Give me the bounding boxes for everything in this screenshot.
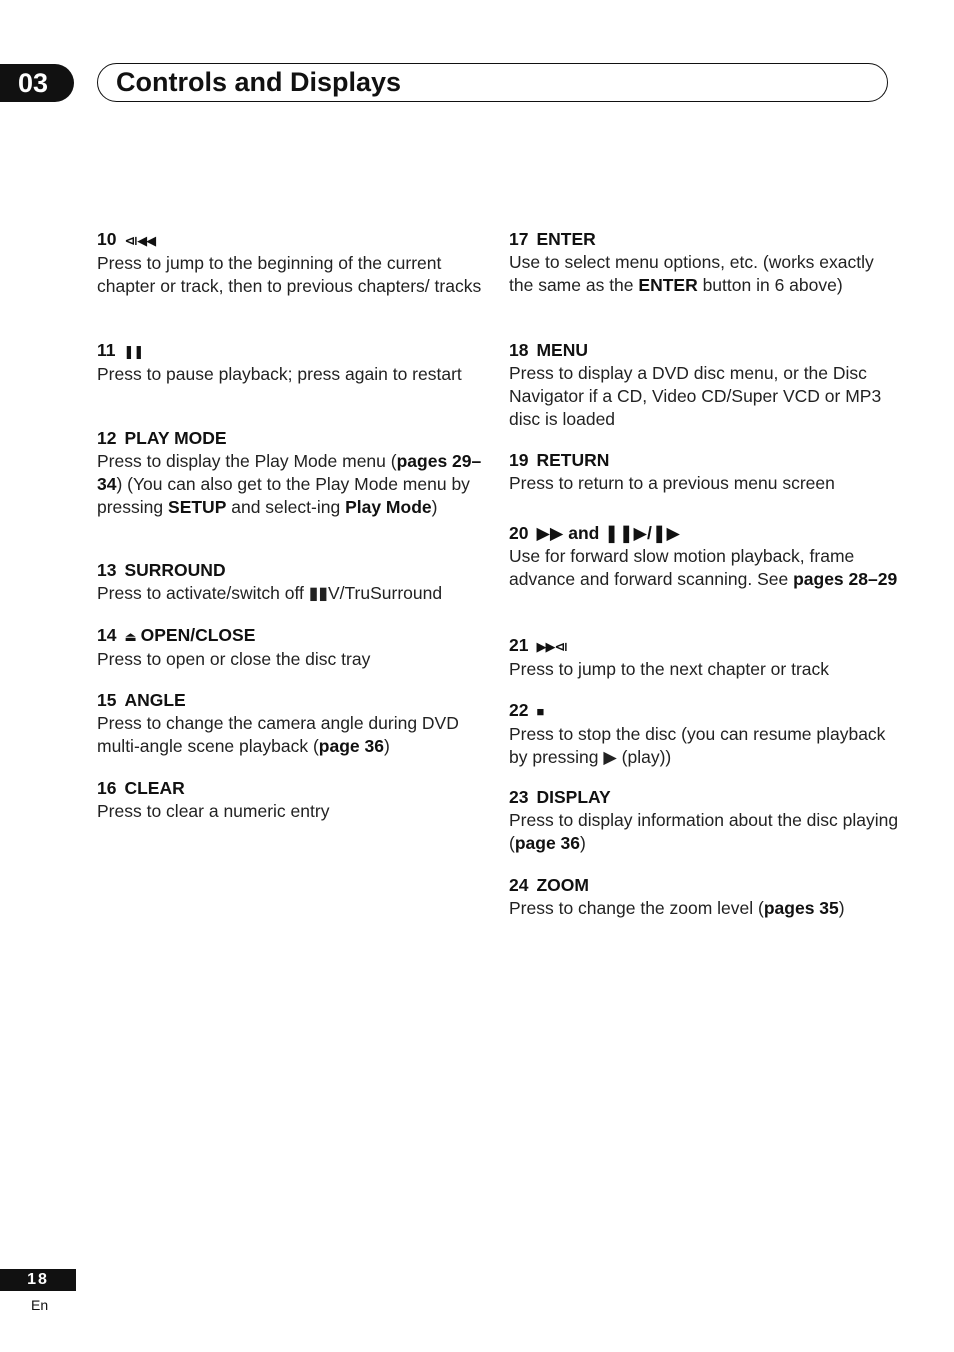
control-entry-20 bbox=[509, 522, 899, 591]
control-description: Press to display the Play Mode menu (pages 29–34) (You can also get to the Play Mode menu by pressing SETUP and select-ing Play Mode) bbox=[97, 451, 482, 517]
page-reference: page 36 bbox=[318, 736, 384, 756]
control-entry-18 bbox=[509, 339, 899, 431]
control-symbol-icon: ⧏◀◀ bbox=[124, 233, 156, 248]
control-label: ANGLE bbox=[124, 690, 186, 710]
control-heading bbox=[509, 449, 899, 472]
control-entry-22 bbox=[509, 699, 899, 769]
control-entry-19 bbox=[509, 449, 899, 495]
control-number: 22 bbox=[509, 700, 529, 720]
control-number: 16 bbox=[97, 778, 117, 798]
control-heading bbox=[509, 634, 899, 658]
control-heading bbox=[509, 339, 899, 362]
control-number: 20 bbox=[509, 523, 529, 543]
control-number: 18 bbox=[509, 340, 529, 360]
control-entry-10 bbox=[97, 228, 487, 298]
control-entry-11 bbox=[97, 339, 487, 386]
control-label: CLEAR bbox=[124, 778, 185, 798]
control-symbol-icon: ⏏ bbox=[124, 629, 136, 644]
page-reference: Play Mode bbox=[345, 497, 432, 517]
control-entry-14 bbox=[97, 624, 487, 671]
page-reference: pages 35 bbox=[763, 898, 839, 918]
control-symbol-icon: ■ bbox=[536, 704, 544, 719]
control-label: RETURN bbox=[536, 450, 610, 470]
control-entry-23 bbox=[509, 786, 899, 855]
page-title: Controls and Displays bbox=[116, 67, 402, 97]
control-description: Press to jump to the next chapter or track bbox=[509, 659, 830, 679]
control-heading bbox=[509, 228, 899, 251]
control-heading bbox=[97, 339, 487, 363]
page-reference: page 36 bbox=[514, 833, 581, 853]
control-heading bbox=[97, 228, 487, 252]
control-description: Press to pause playback; press again to restart bbox=[97, 364, 462, 384]
page-reference: pages 28–29 bbox=[793, 569, 898, 589]
control-heading bbox=[97, 777, 487, 800]
control-entry-24 bbox=[509, 874, 899, 920]
control-label: MENU bbox=[536, 340, 588, 360]
control-description: Press to change the camera angle during DVD multi-angle scene playback (page 36) bbox=[97, 713, 459, 756]
section-title-box bbox=[97, 63, 888, 102]
control-heading bbox=[97, 689, 487, 712]
language-label: En bbox=[31, 1297, 49, 1313]
control-description: Use for forward slow motion playback, frame advance and forward scanning. See pages 28–29 bbox=[509, 546, 898, 589]
control-entry-13 bbox=[97, 559, 487, 605]
control-label: ▶▶ and ❚❚▶/❚▶ bbox=[536, 523, 680, 543]
control-heading bbox=[509, 699, 899, 723]
control-entry-17 bbox=[509, 228, 899, 297]
control-description: Press to open or close the disc tray bbox=[97, 649, 371, 669]
control-heading bbox=[509, 786, 899, 809]
control-entry-21 bbox=[509, 634, 899, 681]
control-label: ZOOM bbox=[536, 875, 589, 895]
control-number: 17 bbox=[509, 229, 529, 249]
control-number: 19 bbox=[509, 450, 529, 470]
page-reference: ENTER bbox=[638, 275, 698, 295]
page-reference: SETUP bbox=[168, 497, 227, 517]
control-symbol-icon: ▶▶⧏ bbox=[536, 639, 568, 654]
control-number: 24 bbox=[509, 875, 529, 895]
control-number: 21 bbox=[509, 635, 529, 655]
control-description: Press to display a DVD disc menu, or the Disc Navigator if a CD, Video CD/Super VCD or MP3 disc is loaded bbox=[509, 363, 882, 429]
control-number: 10 bbox=[97, 229, 117, 249]
page-number-badge: 18 bbox=[0, 1269, 76, 1291]
control-entry-15 bbox=[97, 689, 487, 758]
control-description: Press to stop the disc (you can resume playback by pressing ▶ (play)) bbox=[509, 724, 886, 767]
control-label: ENTER bbox=[536, 229, 596, 249]
control-symbol-icon: ❚❚ bbox=[123, 344, 144, 359]
control-number: 15 bbox=[97, 690, 117, 710]
page-reference: pages 29–34 bbox=[97, 451, 482, 494]
control-description: Press to activate/switch off ▮▮V/TruSurround bbox=[97, 583, 443, 603]
control-heading bbox=[509, 874, 899, 897]
control-number: 23 bbox=[509, 787, 529, 807]
control-heading bbox=[509, 522, 899, 545]
control-description: Press to display information about the disc playing (page 36) bbox=[509, 810, 899, 853]
control-number: 12 bbox=[97, 428, 117, 448]
control-heading bbox=[97, 559, 487, 582]
control-heading bbox=[97, 427, 487, 450]
control-description: Press to jump to the beginning of the current chapter or track, then to previous chapters/ tracks bbox=[97, 253, 482, 296]
control-description: Use to select menu options, etc. (works exactly the same as the ENTER button in 6 above) bbox=[509, 252, 874, 295]
control-entry-12 bbox=[97, 427, 487, 519]
control-description: Press to change the zoom level (pages 35) bbox=[509, 898, 845, 918]
control-description: Press to clear a numeric entry bbox=[97, 801, 330, 821]
control-label: DISPLAY bbox=[536, 787, 611, 807]
control-label: OPEN/CLOSE bbox=[140, 625, 256, 645]
control-number: 13 bbox=[97, 560, 117, 580]
chapter-number-tab: 03 bbox=[0, 64, 74, 102]
control-heading bbox=[97, 624, 487, 648]
control-number: 11 bbox=[97, 340, 116, 360]
control-description: Press to return to a previous menu screen bbox=[509, 473, 835, 493]
control-number: 14 bbox=[97, 625, 117, 645]
control-entry-16 bbox=[97, 777, 487, 823]
control-label: SURROUND bbox=[124, 560, 226, 580]
control-label: PLAY MODE bbox=[124, 428, 227, 448]
